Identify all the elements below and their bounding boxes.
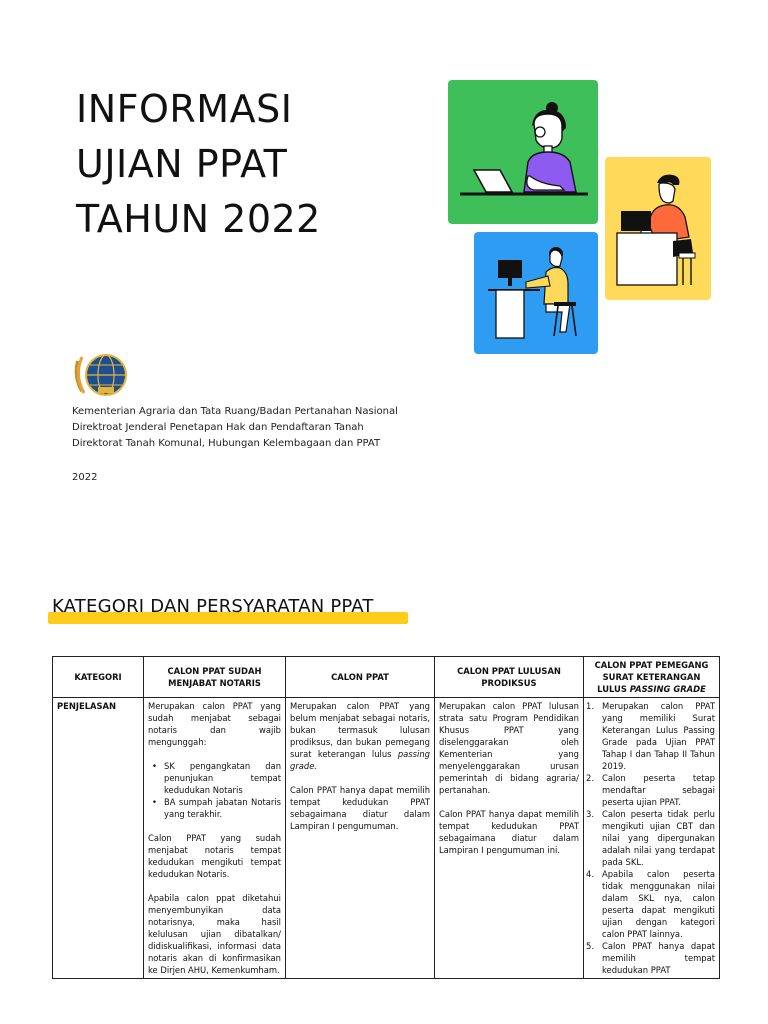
header-pemegang-skl-text: CALON PPAT PEMEGANG SURAT KETERANGAN LULUS — [594, 660, 709, 694]
organization-block — [72, 404, 472, 452]
table-header-row — [53, 657, 720, 698]
table-row — [53, 698, 720, 979]
header-pemegang-skl — [584, 657, 720, 698]
illustration-man-laptop — [605, 157, 711, 300]
numbered-list — [588, 700, 715, 976]
cell-text — [290, 700, 430, 772]
cell-calon-ppat — [286, 698, 435, 979]
header-sudah-menjabat-notaris: CALON PPAT SUDAH MENJABAT NOTARIS — [144, 657, 286, 698]
ministry-logo — [72, 349, 130, 401]
section-title: KATEGORI DAN PERSYARATAN PPAT — [52, 596, 374, 617]
cell-text: Apabila calon ppat diketahui menyembunyikan data notarisnya, maka hasil kelulusan ujian dibatalkan/ didiskualifikasi, informasi data notaris akan di konfirmasikan ke Dirjen AHU, Kemenkumham. — [148, 893, 281, 975]
bullet-list — [148, 760, 281, 820]
list-item: 1. Merupakan calon PPAT yang memiliki Surat Keterangan Lulus Passing Grade pada Ujian PPAT Tahap I dan Tahap II Tahun 2019. — [586, 701, 715, 771]
list-item: • SK pengangkatan dan penunjukan tempat kedudukan Notaris — [148, 760, 281, 796]
illustration-person-desktop — [474, 232, 598, 354]
list-item: 3. Calon peserta tidak perlu mengikuti ujian CBT dan nilai yang dipergunakan adalah nilai yang terdapat pada SKL. — [586, 809, 715, 867]
org-line-1: Kementerian Agraria dan Tata Ruang/Badan Pertanahan Nasional — [72, 406, 398, 417]
header-passing-grade: PASSING GRADE — [629, 684, 706, 694]
cell-sudah-menjabat-notaris — [144, 698, 286, 979]
year-label: 2022 — [72, 472, 98, 483]
list-item: 5. Calon PPAT hanya dapat memilih tempat kedudukan PPAT — [586, 941, 715, 975]
requirements-table — [52, 656, 720, 979]
cell-lulusan-prodiksus — [435, 698, 584, 979]
title-line-3: TAHUN 2022 — [76, 197, 321, 241]
row-label-penjelasan: PENJELASAN — [53, 698, 144, 979]
cell-text-part: Merupakan calon PPAT yang belum menjabat sebagai notaris, bukan termasuk lulusan prodiksus, dan bukan pemegang surat keterangan lulus — [290, 701, 430, 759]
cell-text: Calon PPAT yang sudah menjabat notaris tempat kedudukan mengikuti tempat kedudukan Notaris. — [148, 833, 281, 879]
illustration-woman-laptop — [448, 80, 598, 224]
header-kategori: KATEGORI — [53, 657, 144, 698]
cell-text: Calon PPAT hanya dapat memilih tempat kedudukan PPAT sebagaimana diatur dalam Lampiran I pengumuman. — [290, 785, 430, 831]
section-heading — [48, 594, 408, 628]
cell-text: Calon PPAT hanya dapat memilih tempat kedudukan PPAT sebagaimana diatur dalam Lampiran I pengumuman ini. — [439, 809, 579, 855]
page-title — [76, 82, 396, 247]
cell-pemegang-skl — [584, 698, 720, 979]
org-line-2: Direktroat Jenderal Penetapan Hak dan Pendaftaran Tanah — [72, 422, 364, 433]
list-item: 4. Apabila calon peserta tidak menggunakan nilai dalam SKL nya, calon peserta dapat mengikuti ujian dengan kategori calon PPAT lainnya. — [586, 869, 715, 939]
header-calon-ppat: CALON PPAT — [286, 657, 435, 698]
passing-grade-text: passing grade. — [290, 749, 430, 771]
list-item: 2. Calon peserta tetap mendaftar sebagai peserta ujian PPAT. — [586, 773, 715, 807]
header-lulusan-prodiksus: CALON PPAT LULUSAN PRODIKSUS — [435, 657, 584, 698]
title-line-1: INFORMASI — [76, 87, 293, 131]
title-line-2: UJIAN PPAT — [76, 142, 288, 186]
list-item: • BA sumpah jabatan Notaris yang terakhir. — [148, 796, 281, 820]
cell-text: Merupakan calon PPAT lulusan strata satu Program Pendidikan Khusus PPAT yang diselenggarakan oleh Kementerian yang menyelenggarakan urusan pemerintah di bidang agraria/ pertanahan. — [439, 701, 579, 795]
org-line-3: Direktorat Tanah Komunal, Hubungan Kelembagaan dan PPAT — [72, 438, 381, 449]
cell-text: Merupakan calon PPAT yang sudah menjabat sebagai notaris dan wajib mengunggah: — [148, 701, 281, 747]
